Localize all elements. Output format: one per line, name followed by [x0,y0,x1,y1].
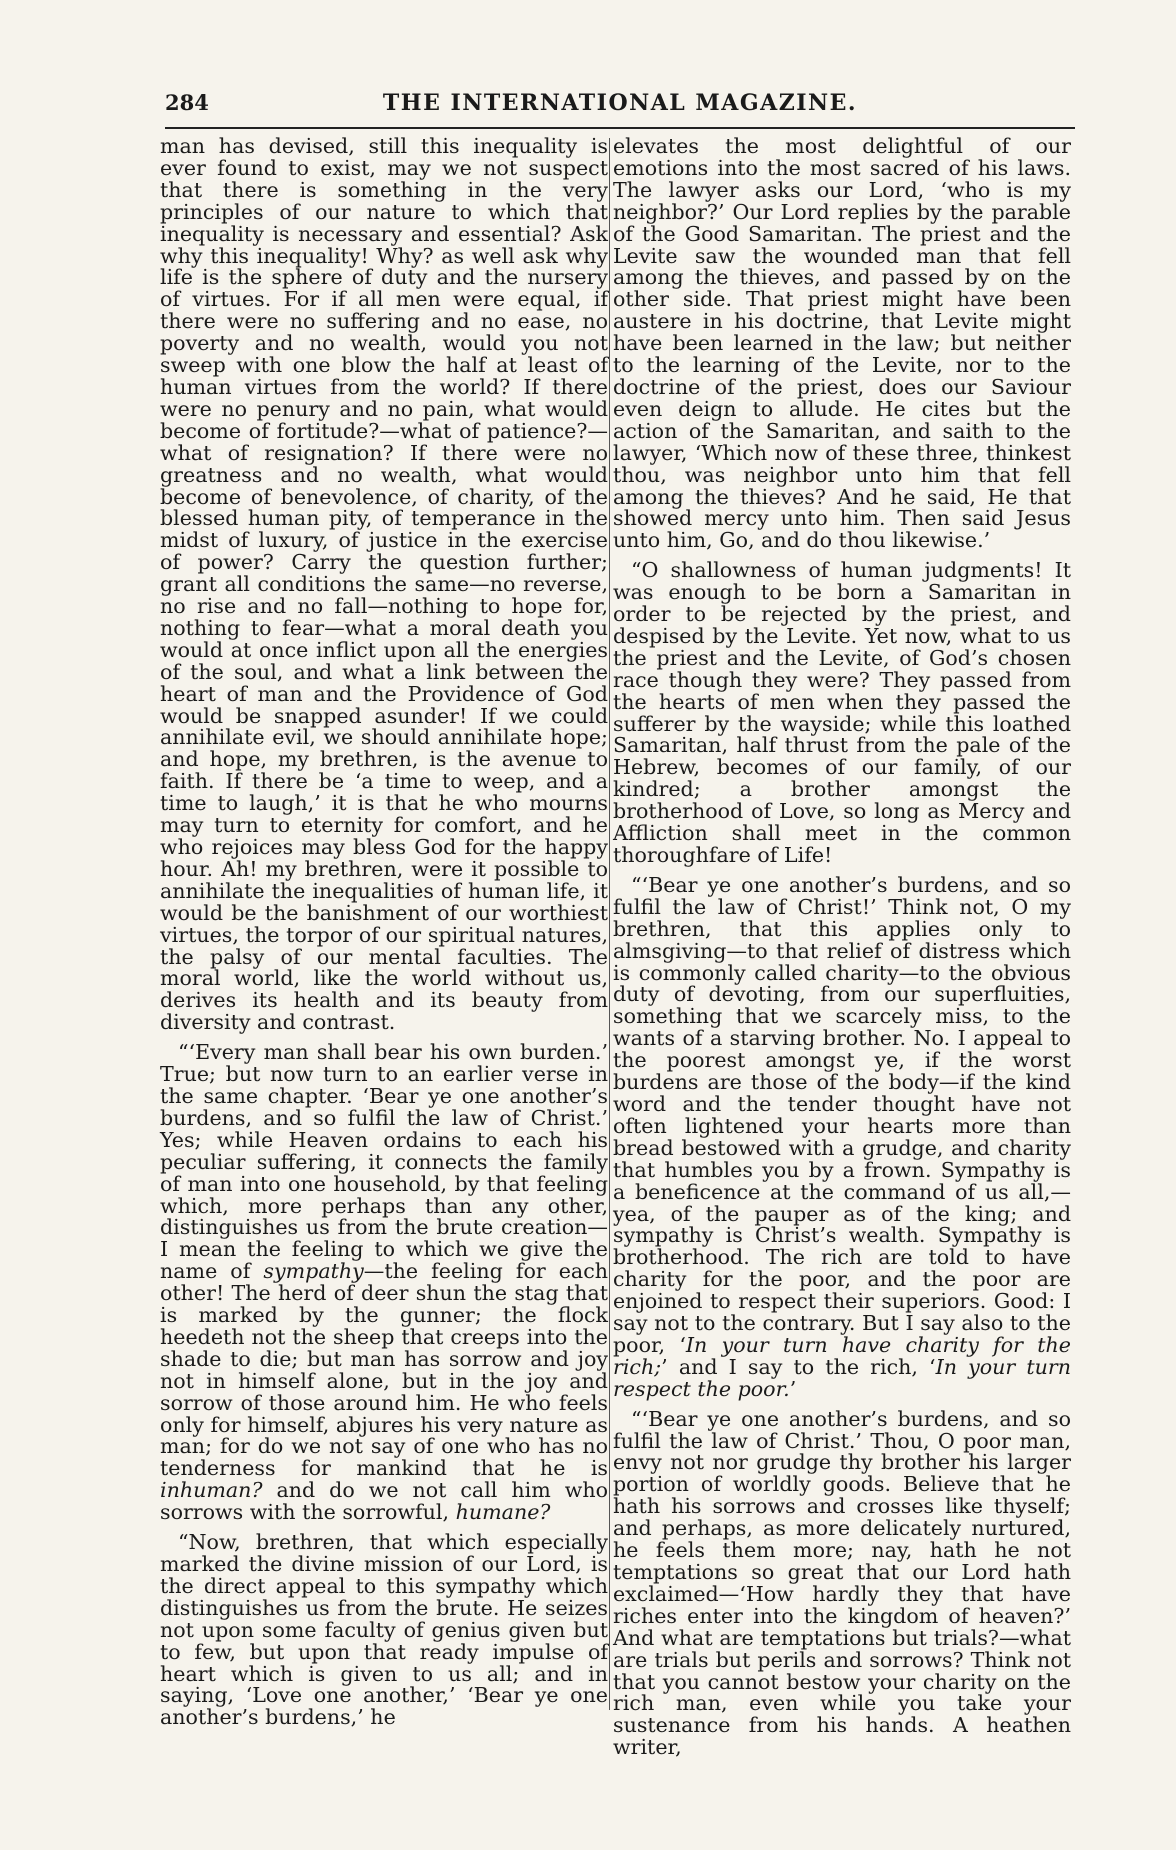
column-divider [609,138,610,1710]
text-run: “‘Every man shall bear his own burden.’ True; but now turn to an earlier verse in the same chapter. ‘Bear ye one another’s burdens, and so fulfil the law of Christ.’ Yes; while Heaven ordains to each his peculiar suffering, it connects the family of man into one household, by that feeling which, more perhaps than any other, distinguishes us from the brute creation—I mean the feeling to which we give the name of [160,1040,608,1284]
right-column [613,136,1071,1767]
emphasis-inhuman: inhuman? [160,1478,263,1503]
page-header [165,90,1075,130]
emphasis-respect-poor: In your turn respect the poor. [613,1354,1071,1401]
left-column [160,136,608,1737]
text-run: “‘Bear ye one another’s burdens, and so fulfil the law of Christ!’ Think not, O my brethren, that this applies only to almsgiving—to that relief of distress which is commonly called charity—to the obvious duty of devoting, from our superfluities, something that we scarcely miss, to the wants of a starving brother. No. I appeal to the poorest amongst ye, if the worst burdens are those of the body—if the kind word and the tender thought have not often lightened your hearts more than bread bestowed with a grudge, and charity that humbles you by a frown. Sympathy is a beneficence at the command of us all,—yea, of the pauper as of the king; and sympathy is Christ’s wealth. Sympathy is brotherhood. The rich are told to have charity for the poor, and the poor are enjoined to respect their superiors. Good: I say not to the contrary. But I say also to the poor, ‘ [613,872,1071,1357]
text-run: and do we not call him who sorrows with the sorrowful, [160,1478,608,1525]
header-rule [165,127,1075,129]
right-paragraph-2: “O shallowness of human judgments! It was enough to be born a Samaritan in order to be rejected by the priest, and despised by the Levite. Yet now, what to us the priest and the Levite, of God’s chosen race though they were? They passed from the hearts of men when they passed the sufferer by the wayside; while this loathed Samaritan, half thrust from the pale of the Hebrew, becomes of our family, of our kindred; a brother amongst the brotherhood of Love, so long as Mercy and Affliction shall meet in the common thoroughfare of Life! [613,558,1071,867]
text-run: ’ [789,1376,797,1401]
page-number: 284 [165,90,209,115]
text-run: —the feeling for each other! The herd of deer shun the stag that is marked by the gunner; the flock heedeth not the sheep that creeps into the shade to die; but man has sorrow and joy not in himself alone, but in the joy and sorrow of those around him. He who feels only for himself, abjures his very nature as man; for do we not say of one who has no tenderness for mankind that he is [160,1259,609,1481]
emphasis-charity-for-rich: In your turn have charity for the rich; [613,1332,1071,1379]
left-paragraph-3: “Now, brethren, that which especially marked the divine mission of our Lord, is the direct appeal to this sympathy which distinguishes us from the brute. He seizes not upon some faculty of genius given but to few, but upon that ready impulse of heart which is given to us all; and in saying, ‘Love one another,’ ‘Bear ye one another’s burdens,’ he [160,1530,608,1730]
right-paragraph-1: elevates the most delightful of our emotions into the most sacred of his laws. The lawyer asks our Lord, ‘who is my neighbor?’ Our Lord replies by the parable of the Good Samaritan. The priest and the Levite saw the wounded man that fell among the thieves, and passed by on the other side. That priest might have been austere in his doctrine, that Levite might have been learned in the law; but neither to the learning of the Levite, nor to the doctrine of the priest, does our Saviour even deign to allude. He cites but the action of the Samaritan, and saith to the lawyer, ‘Which now of these three, thinkest thou, was neighbor unto him that fell among the thieves? And he said, He that showed mercy unto him. Then said Jesus unto him, Go, and do thou likewise.’ [613,134,1071,553]
right-paragraph-4: “‘Bear ye one another’s burdens, and so fulfil the law of Christ.’ Thou, O poor man, envy not nor grudge thy brother his larger portion of worldly goods. Believe that he hath his sorrows and crosses like thyself; and perhaps, as more delicately nurtured, he feels them more; nay, hath he not temptations so great that our Lord hath exclaimed—‘How hardly they that have riches enter into the kingdom of heaven?’ And what are temptations but trials?—what are trials but perils and sorrows? Think not that you cannot bestow your charity on the rich man, even while you take your sustenance from his hands. A heathen writer, [613,1406,1071,1760]
running-title: THE INTERNATIONAL MAGAZINE. [382,90,858,116]
left-paragraph-1: man has devised, still this inequality is ever found to exist, may we not suspect that there is something in the very principles of our nature to which that inequality is necessary and essential? Ask why this inequality! Why? as well ask why life is the sphere of duty and the nursery of virtues. For if all men were equal, if there were no suffering and no ease, no poverty and no wealth, would you not sweep with one blow the half at least of human virtues from the world? If there were no penury and no pain, what would become of fortitude?—what of patience?—what of resignation? If there were no greatness and no wealth, what would become of benevolence, of charity, of the blessed human pity, of temperance in the midst of luxury, of justice in the exercise of power? Carry the question further; grant all conditions the same—no reverse, no rise and no fall—nothing to hope for, nothing to fear—what a moral death you would at once inflict upon all the energies of the soul, and what a link between the heart of man and the Providence of God would be snapped asunder! If we could annihilate evil, we should annihilate hope; and hope, my brethren, is the avenue to faith. If there be ‘a time to weep, and a time to laugh,’ it is that he who mourns may turn to eternity for comfort, and he who rejoices may bless God for the happy hour. Ah! my brethren, were it possible to annihilate the inequalities of human life, it would be the banishment of our worthiest virtues, the torpor of our spiritual natures, the palsy of our mental faculties. The moral world, like the world without us, derives its health and its beauty from diversity and contrast. [160,134,608,1035]
emphasis-sympathy: sympathy [263,1259,364,1284]
right-paragraph-3 [613,872,1071,1401]
text-run: ’ and I say to the rich, ‘ [661,1354,936,1379]
left-paragraph-2 [160,1042,608,1524]
emphasis-humane: humane? [455,1500,551,1525]
